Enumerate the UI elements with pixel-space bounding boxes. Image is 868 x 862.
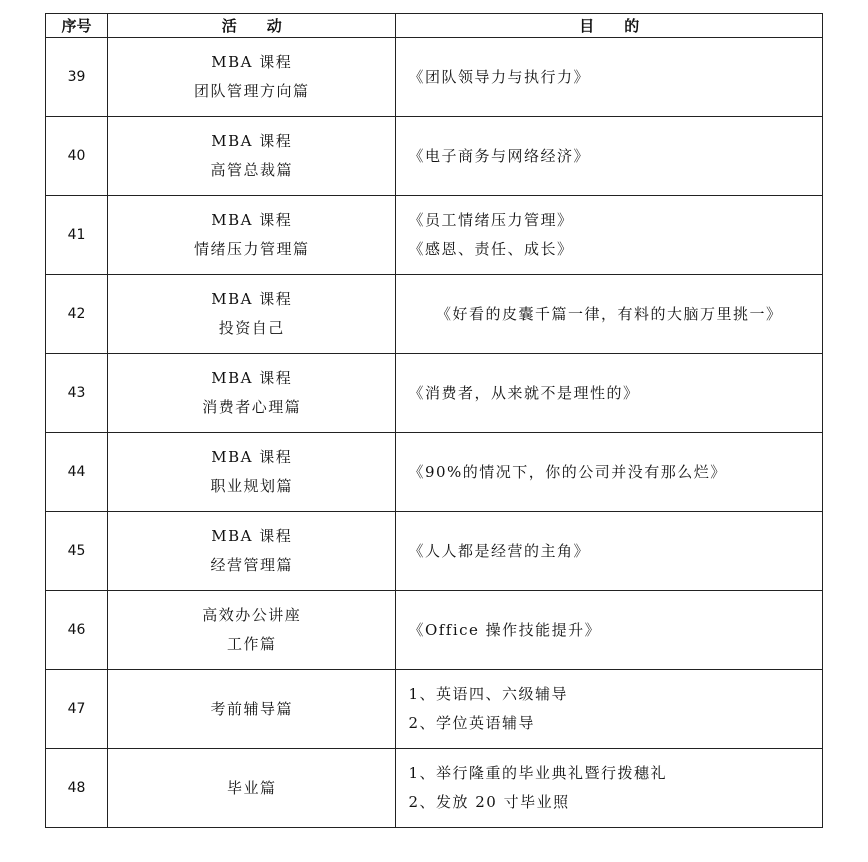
table-header-row bbox=[46, 14, 823, 38]
activity-cell bbox=[108, 38, 396, 117]
row-number: 47 bbox=[46, 670, 108, 749]
activity-cell bbox=[108, 749, 396, 828]
activity-cell bbox=[108, 512, 396, 591]
purpose-line: 《感恩、责任、成长》 bbox=[408, 240, 574, 258]
purpose-line: 2、发放 20 寸毕业照 bbox=[408, 793, 570, 811]
activity-table bbox=[45, 13, 823, 828]
table-row bbox=[46, 354, 823, 433]
purpose-cell bbox=[396, 591, 823, 670]
row-number: 40 bbox=[46, 117, 108, 196]
purpose-line: 《员工情绪压力管理》 bbox=[408, 211, 574, 229]
activity-line: MBA 课程 bbox=[211, 448, 293, 466]
row-number: 43 bbox=[46, 354, 108, 433]
activity-line: 团队管理方向篇 bbox=[194, 82, 310, 100]
table-row bbox=[46, 196, 823, 275]
table-row bbox=[46, 670, 823, 749]
table-row bbox=[46, 117, 823, 196]
purpose-cell bbox=[396, 670, 823, 749]
purpose-cell bbox=[396, 196, 823, 275]
activity-line: 经营管理篇 bbox=[210, 556, 294, 574]
activity-line: 情绪压力管理篇 bbox=[194, 240, 310, 258]
purpose-line: 《消费者，从来就不是理性的》 bbox=[408, 383, 640, 402]
activity-cell bbox=[108, 117, 396, 196]
header-activity: 活 动 bbox=[108, 14, 396, 38]
activity-line: MBA 课程 bbox=[211, 53, 293, 71]
header-no: 序号 bbox=[46, 14, 108, 38]
header-purpose: 目 的 bbox=[396, 14, 823, 38]
row-number: 48 bbox=[46, 749, 108, 828]
purpose-line: 1、举行隆重的毕业典礼暨行拨穗礼 bbox=[408, 764, 667, 782]
purpose-cell bbox=[396, 749, 823, 828]
table-row bbox=[46, 38, 823, 117]
activity-line: 投资自己 bbox=[218, 319, 285, 337]
activity-line: 考前辅导篇 bbox=[210, 699, 294, 718]
activity-line: 高效办公讲座 bbox=[202, 606, 302, 624]
table-row bbox=[46, 433, 823, 512]
activity-line: 职业规划篇 bbox=[210, 477, 294, 495]
activity-cell bbox=[108, 196, 396, 275]
purpose-cell bbox=[396, 275, 823, 354]
purpose-cell bbox=[396, 38, 823, 117]
activity-cell bbox=[108, 354, 396, 433]
activity-line: MBA 课程 bbox=[211, 527, 293, 545]
activity-cell bbox=[108, 433, 396, 512]
purpose-line: 《Office 操作技能提升》 bbox=[408, 620, 602, 639]
purpose-cell bbox=[396, 512, 823, 591]
purpose-line: 《90%的情况下，你的公司并没有那么烂》 bbox=[408, 462, 727, 481]
purpose-line: 2、学位英语辅导 bbox=[408, 714, 535, 732]
purpose-line: 《好看的皮囊千篇一律，有料的大脑万里挑一》 bbox=[435, 304, 783, 323]
activity-line: 消费者心理篇 bbox=[202, 398, 302, 416]
row-number: 45 bbox=[46, 512, 108, 591]
table-row bbox=[46, 591, 823, 670]
purpose-line: 《团队领导力与执行力》 bbox=[408, 67, 590, 86]
row-number: 41 bbox=[46, 196, 108, 275]
activity-line: MBA 课程 bbox=[211, 211, 293, 229]
purpose-cell bbox=[396, 354, 823, 433]
activity-line: MBA 课程 bbox=[211, 132, 293, 150]
activity-cell bbox=[108, 591, 396, 670]
row-number: 42 bbox=[46, 275, 108, 354]
activity-line: 高管总裁篇 bbox=[210, 161, 294, 179]
purpose-cell bbox=[396, 433, 823, 512]
activity-line: MBA 课程 bbox=[211, 290, 293, 308]
row-number: 44 bbox=[46, 433, 108, 512]
table-row bbox=[46, 749, 823, 828]
activity-cell bbox=[108, 670, 396, 749]
purpose-cell bbox=[396, 117, 823, 196]
table-row bbox=[46, 275, 823, 354]
activity-line: 毕业篇 bbox=[227, 778, 277, 797]
purpose-line: 《人人都是经营的主角》 bbox=[408, 541, 590, 560]
purpose-line: 《电子商务与网络经济》 bbox=[408, 146, 590, 165]
row-number: 39 bbox=[46, 38, 108, 117]
purpose-line: 1、英语四、六级辅导 bbox=[408, 685, 568, 703]
activity-cell bbox=[108, 275, 396, 354]
activity-line: MBA 课程 bbox=[211, 369, 293, 387]
row-number: 46 bbox=[46, 591, 108, 670]
activity-line: 工作篇 bbox=[227, 635, 277, 653]
table-row bbox=[46, 512, 823, 591]
